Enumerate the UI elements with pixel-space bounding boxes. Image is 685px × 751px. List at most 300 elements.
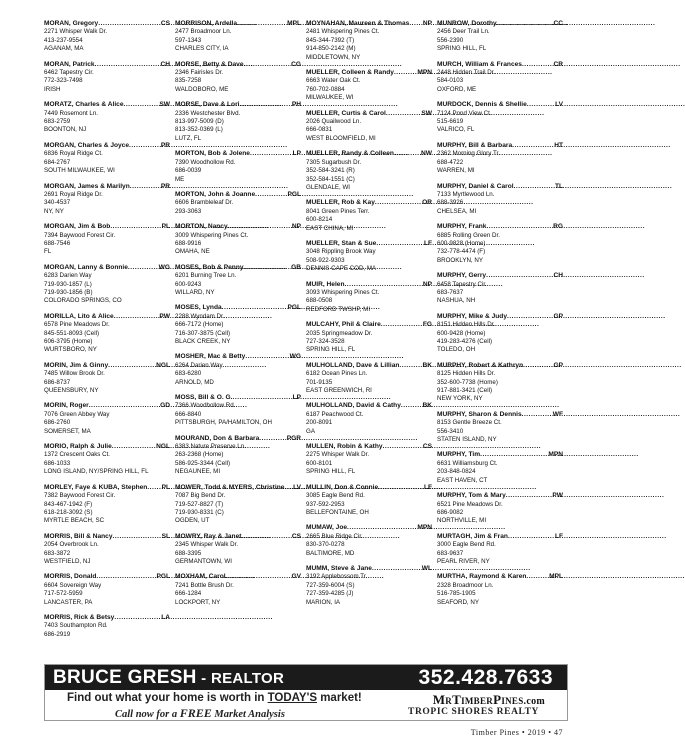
entry-name: MORSE, Dave & Lori xyxy=(175,101,240,109)
entry-name: MORRIS, Rick & Betsy xyxy=(44,613,115,621)
leader-dots xyxy=(130,183,160,191)
entry-detail-line: 732-778-4474 (F) xyxy=(437,248,486,256)
directory-entry xyxy=(44,573,170,607)
entry-detail-line: 684-2767 xyxy=(44,158,71,166)
entry-detail-line: 727-359-4285 (J) xyxy=(306,590,354,598)
leader-dots xyxy=(233,394,292,402)
entry-detail-line: 2691 Royal Ridge Dr. xyxy=(44,190,103,198)
entry-header xyxy=(437,492,563,500)
entry-name: MURPHY, Sharon & Dennis xyxy=(437,410,522,418)
entry-detail-line: 6631 Williamsburg Ct. xyxy=(437,459,498,467)
entry-header xyxy=(437,573,563,581)
page-footer: Timber Pines • 2019 • 47 xyxy=(470,728,563,737)
entry-detail-line: 716-307-3875 (Cell) xyxy=(175,329,231,337)
entry-detail-line: 688-3395 xyxy=(175,549,202,557)
entry-detail-line: DENNIS CAPE COD, MA xyxy=(306,265,377,273)
ad-name-text: BRUCE GRESH xyxy=(53,667,197,688)
entry-detail-line: SPRING HILL, FL xyxy=(306,468,356,476)
directory-entry xyxy=(44,402,170,436)
ad-brokerage: TROPIC SHORES REALTY xyxy=(408,707,539,717)
entry-detail-line: 760-702-0884 xyxy=(306,85,345,93)
entry-header xyxy=(306,20,432,28)
entry-name: MURPHY, Mike & Judy xyxy=(437,312,507,320)
entry-header xyxy=(437,411,563,419)
leader-dots xyxy=(226,573,291,581)
entry-area-code: LF xyxy=(554,532,563,540)
entry-name: MURTAGH, Jim & Fran xyxy=(437,532,508,540)
entry-name: MURPHY, Daniel & Carol xyxy=(437,182,514,190)
leader-dots xyxy=(486,272,552,280)
directory-entry xyxy=(175,20,301,54)
directory-entry xyxy=(437,101,563,135)
entry-detail-line: 7394 Baywood Forest Cir. xyxy=(44,231,116,239)
entry-detail-line: 727-324-3528 xyxy=(306,338,345,345)
leader-dots xyxy=(128,264,158,272)
entry-area-code: BK xyxy=(422,361,432,369)
entry-detail-line: 727-359-6004 (S) xyxy=(306,581,355,589)
entry-name: MORSE, Betty & Dave xyxy=(175,60,244,68)
entry-detail-line: 340-4537 xyxy=(44,199,71,207)
leader-dots xyxy=(240,101,291,109)
entry-name: MORLEY, Faye & KUBA, Stephen xyxy=(44,483,148,491)
entry-header xyxy=(44,313,170,321)
entry-area-code: MPL xyxy=(549,573,563,581)
directory-entry xyxy=(44,313,170,355)
leader-dots xyxy=(228,223,291,231)
entry-area-code: WG xyxy=(158,263,170,271)
leader-dots xyxy=(222,304,287,312)
entry-header xyxy=(306,524,432,532)
leader-dots xyxy=(381,321,422,329)
directory-entry xyxy=(437,223,563,265)
leader-dots xyxy=(244,61,291,69)
directory-entry xyxy=(175,101,301,143)
entry-detail-line: 2288 Wyndam Dr. xyxy=(175,312,225,320)
entry-detail-line: WILLARD, NY xyxy=(175,288,215,296)
directory-entry xyxy=(306,110,432,144)
entry-name: MORRIS, Donald xyxy=(44,573,97,581)
entry-detail-line: 600-9243 xyxy=(175,280,202,288)
entry-detail-line: 7241 Bottle Brush Dr. xyxy=(175,581,234,589)
directory-entry xyxy=(175,304,301,346)
directory-entry xyxy=(437,362,563,404)
entry-area-code: NW xyxy=(421,150,432,158)
entry-header xyxy=(437,61,563,69)
leader-dots xyxy=(527,101,554,109)
entry-detail-line: WALDOBORO, ME xyxy=(175,85,229,93)
leader-dots xyxy=(95,61,160,69)
ad-sub-free: FREE xyxy=(179,706,212,720)
entry-area-code: NP xyxy=(291,223,301,231)
entry-detail-line: 600-9828 (Home) xyxy=(437,239,486,247)
entry-detail-line: 830-370-0278 xyxy=(306,541,345,549)
entry-detail-line: 2026 Quailwood Ln. xyxy=(306,118,362,126)
entry-area-code: HT xyxy=(554,141,563,149)
entry-header xyxy=(44,101,170,109)
entry-header xyxy=(175,573,301,581)
entry-detail-line: 2328 Broadmoor Ln. xyxy=(437,581,494,589)
entry-area-code: PW xyxy=(159,312,170,320)
entry-area-code: SL xyxy=(161,532,170,540)
leader-dots xyxy=(344,281,421,289)
entry-detail-line: 6283 Darien Way xyxy=(44,272,92,280)
directory-entry xyxy=(437,411,563,445)
entry-detail-line: 6201 Burning Tree Ln. xyxy=(175,272,237,280)
entry-name: MUELLER, Colleen & Randy xyxy=(306,69,394,77)
leader-dots xyxy=(401,402,422,410)
entry-detail-line: 6182 Ocean Pines Ln. xyxy=(306,370,368,378)
entry-detail-line: EAST GREENWICH, RI xyxy=(306,387,372,395)
entry-detail-line: WEST BLOOMFIELD, MI xyxy=(306,134,376,142)
entry-detail-line: FL xyxy=(44,248,52,256)
entry-header xyxy=(175,101,301,109)
entry-name: MOWRY, Ray & Janet xyxy=(175,532,242,540)
entry-detail-line: 515-6619 xyxy=(437,118,464,126)
entry-detail-line: 843-467-1942 (F) xyxy=(44,500,93,508)
entry-detail-line: TOLEDO, OH xyxy=(437,346,476,354)
entry-detail-line: 352-584-3241 (R) xyxy=(306,167,355,175)
entry-detail-line: 6264 Darien Way xyxy=(175,361,223,369)
entry-detail-line: GA xyxy=(306,427,315,435)
entry-area-code: CH xyxy=(160,60,170,68)
entry-header xyxy=(175,61,301,69)
entry-detail-line: 3093 Whispering Pines Ct. xyxy=(306,288,380,296)
entry-detail-line: OMAHA, NE xyxy=(175,248,210,256)
entry-area-code: LP xyxy=(292,150,301,158)
entry-header xyxy=(306,402,432,410)
entry-name: MORGAN, Charles & Joyce xyxy=(44,141,130,149)
entry-name: MUELLER, Curtis & Carol xyxy=(306,109,386,117)
entry-detail-line: 8125 Hidden Hills Dr. xyxy=(437,370,496,378)
entry-detail-line: 2665 Blue Ridge Cir. xyxy=(306,532,363,540)
entry-detail-line: 772-323-7498 xyxy=(44,77,83,85)
entry-detail-line: 7390 Woodhollow Rd. xyxy=(175,158,236,166)
leader-dots xyxy=(508,533,554,541)
entry-header xyxy=(44,614,170,622)
entry-detail-line: 6462 Tapestry Cir. xyxy=(44,69,94,77)
leader-dots xyxy=(244,264,291,272)
entry-header xyxy=(437,183,563,191)
entry-detail-line: EAST CHINA, MI xyxy=(306,224,354,232)
entry-detail-line: 688-0508 xyxy=(306,297,333,305)
entry-detail-line: 2035 Springmeadow Dr. xyxy=(306,329,373,337)
entry-detail-line: LANCASTER, PA xyxy=(44,598,93,606)
entry-area-code: CC xyxy=(553,20,563,27)
entry-name: MUMM, Steve & Jane xyxy=(306,564,372,572)
leader-dots xyxy=(129,142,160,150)
entry-detail-line: 2345 Whisper Walk Dr. xyxy=(175,541,239,549)
directory-entry xyxy=(437,272,563,306)
directory-entry xyxy=(437,183,563,217)
entry-detail-line: 688-9916 xyxy=(175,239,202,247)
leader-dots xyxy=(124,101,159,109)
leader-dots xyxy=(372,565,421,573)
entry-detail-line: 686-1033 xyxy=(44,459,71,467)
entry-detail-line: OGDEN, UT xyxy=(175,517,210,525)
entry-detail-line: 688-4722 xyxy=(437,158,464,166)
directory-entry xyxy=(44,20,170,54)
entry-area-code: NGL xyxy=(156,443,170,451)
entry-detail-line: 2346 Fairisles Dr. xyxy=(175,69,224,77)
entry-name: MORILLA, Lito & Alice xyxy=(44,312,114,320)
entry-area-code: GB xyxy=(291,263,301,271)
entry-detail-line: BOONTON, NJ xyxy=(44,126,87,134)
entry-detail-line: 584-0103 xyxy=(437,77,464,85)
entry-detail-line: 3192 Applebossom Tr. xyxy=(306,573,368,581)
entry-name: MURPHY, Bill & Barbara xyxy=(437,141,513,149)
entry-detail-line: 419-283-4276 (Cell) xyxy=(437,338,493,345)
entry-detail-line: 7133 Myrtlewood Ln. xyxy=(437,190,495,198)
entry-detail-line: 3048 Rippling Brook Way xyxy=(306,248,376,256)
entry-detail-line: 6458 Tapestry Cir. xyxy=(437,280,487,288)
directory-entry xyxy=(306,402,432,436)
entry-detail-line: 683-7637 xyxy=(437,288,464,296)
entry-header xyxy=(306,484,432,492)
entry-area-code: PW xyxy=(552,492,563,500)
directory-entry xyxy=(44,183,170,217)
entry-name: MOSHER, Mac & Betty xyxy=(175,353,246,361)
leader-dots xyxy=(347,524,416,532)
entry-detail-line: 597-1343 xyxy=(175,36,202,44)
entry-header xyxy=(44,142,170,150)
entry-detail-line: ARNOLD, MD xyxy=(175,378,214,386)
entry-detail-line: 1372 Crescent Oaks Ct. xyxy=(44,451,111,459)
directory-column-2 xyxy=(175,20,301,657)
directory-entry xyxy=(437,492,563,526)
entry-detail-line: 263-2368 (Home) xyxy=(175,451,224,459)
entry-detail-line: 666-8840 xyxy=(175,410,202,418)
entry-header xyxy=(44,533,170,541)
leader-dots xyxy=(108,362,155,370)
entry-detail-line: 600-9428 (Home) xyxy=(437,329,486,337)
entry-header xyxy=(175,394,301,402)
ad-site-tld: .com xyxy=(523,696,545,707)
entry-detail-line: 686-9082 xyxy=(437,508,464,516)
ad-tagline xyxy=(67,692,362,704)
entry-detail-line: COLORADO SPRINGS, CO xyxy=(44,297,122,305)
ad-tagline-post: market! xyxy=(317,692,362,704)
entry-area-code: NGL xyxy=(156,361,170,369)
entry-detail-line: LUTZ, FL xyxy=(175,134,202,142)
directory-entry xyxy=(437,142,563,176)
leader-dots xyxy=(523,362,552,370)
entry-header xyxy=(306,110,432,118)
entry-name: MORTON, Bob & Jolene xyxy=(175,150,250,158)
entry-header xyxy=(175,223,301,231)
entry-header xyxy=(306,362,432,370)
leader-dots xyxy=(497,20,553,28)
entry-detail-line: IRISH xyxy=(44,85,61,93)
entry-header xyxy=(437,20,563,28)
directory-column-1 xyxy=(44,20,170,657)
entry-name: MUELLER, Stan & Sue xyxy=(306,239,377,247)
entry-detail-line: WESTFIELD, NJ xyxy=(44,557,91,565)
directory-entry xyxy=(44,443,170,477)
entry-area-code: NP xyxy=(422,20,432,27)
directory-entry xyxy=(437,573,563,607)
directory-entry xyxy=(175,191,301,216)
directory-entry xyxy=(175,435,301,477)
entry-detail-line: 2336 Westchester Blvd. xyxy=(175,109,241,117)
directory-entry xyxy=(306,321,432,355)
leader-dots xyxy=(114,313,159,321)
entry-area-code: CG xyxy=(291,60,301,68)
entry-name: MUMAW, Joe xyxy=(306,524,348,532)
entry-area-code: LF xyxy=(423,483,432,491)
entry-area-code: CS xyxy=(422,443,432,451)
entry-detail-line: 7124 Pond View Ct. xyxy=(437,109,492,117)
entry-detail-line: SPRING HILL, FL xyxy=(306,346,356,354)
directory-entry xyxy=(44,484,170,526)
leader-dots xyxy=(386,110,421,118)
directory-entry xyxy=(175,573,301,607)
directory-column-3 xyxy=(306,20,432,657)
entry-header xyxy=(44,402,170,410)
realtor-advertisement xyxy=(44,664,568,721)
entry-area-code: FG xyxy=(422,321,432,329)
entry-detail-line: 7403 Southampton Rd. xyxy=(44,622,108,630)
entry-detail-line: 352-600-7738 (Home) xyxy=(437,378,498,386)
entry-area-code: PGR xyxy=(286,434,301,442)
entry-header xyxy=(306,281,432,289)
entry-detail-line: 2448 Hidden Trail Dr. xyxy=(437,69,496,77)
entry-name: MUELLER, Randy & Colleen xyxy=(306,150,394,158)
directory-entry xyxy=(306,150,432,192)
ad-realtor-name xyxy=(53,667,284,689)
entry-header xyxy=(44,223,170,231)
directory-entry xyxy=(175,484,301,526)
entry-header xyxy=(44,264,170,272)
directory-columns xyxy=(44,20,564,657)
entry-name: MOSES, Bob & Penny xyxy=(175,263,244,271)
entry-detail-line: VALRICO, FL xyxy=(437,126,475,134)
entry-detail-line: 2275 Whisper Walk Dr. xyxy=(306,451,370,459)
entry-name: MURPHY, Robert & Kathryn xyxy=(437,361,524,369)
leader-dots xyxy=(89,402,159,410)
directory-entry xyxy=(44,264,170,306)
entry-detail-line: 6521 Pine Meadows Dr. xyxy=(437,500,503,508)
entry-name: MOWER, Todd & MYERS, Christine xyxy=(175,483,285,491)
directory-entry xyxy=(175,264,301,298)
leader-dots xyxy=(114,614,160,622)
entry-detail-line: 813-352-0369 (L) xyxy=(175,126,223,134)
entry-detail-line: 914-850-2142 (M) xyxy=(306,45,356,53)
entry-detail-line: NORTHVILLE, MI xyxy=(437,517,487,525)
entry-detail-line: 666-0831 xyxy=(306,126,333,134)
leader-dots xyxy=(394,69,416,77)
entry-area-code: PR xyxy=(160,182,170,190)
entry-detail-line: 6836 Royal Ridge Ct. xyxy=(44,150,103,158)
entry-detail-line: 600-8101 xyxy=(306,459,333,467)
entry-detail-line: 686-8737 xyxy=(44,378,71,386)
entry-detail-line: WURTSBORO, NY xyxy=(44,346,97,354)
entry-detail-line: 2456 Deer Trail Ln. xyxy=(437,28,490,36)
entry-name: MUNROW, Dorothy xyxy=(437,20,497,27)
entry-header xyxy=(437,223,563,231)
directory-entry xyxy=(306,443,432,477)
entry-header xyxy=(175,435,301,443)
entry-detail-line: 7076 Green Abbey Way xyxy=(44,410,110,418)
entry-detail-line: 8041 Green Pines Terr. xyxy=(306,207,370,215)
entry-header xyxy=(437,313,563,321)
entry-detail-line: 2481 Whispering Pines Ct. xyxy=(306,28,380,36)
entry-name: MOYNAHAN, Maureen & Thomas xyxy=(306,20,410,27)
entry-name: MORTON, Nancy xyxy=(175,223,228,231)
entry-detail-line: STATEN ISLAND, NY xyxy=(437,436,497,444)
entry-detail-line: LOCKPORT, NY xyxy=(175,598,221,606)
entry-area-code: CS xyxy=(291,532,301,540)
leader-dots xyxy=(394,150,420,158)
entry-detail-line: PITTSBURGH, PA/HAMILTON, OH xyxy=(175,419,272,427)
leader-dots xyxy=(507,313,552,321)
entry-name: MORGAN, James & Marilyn xyxy=(44,182,130,190)
entry-detail-line: 7366 Woodhollow Rd. xyxy=(175,402,236,410)
entry-detail-line: 6604 Sovereign Way xyxy=(44,581,102,589)
entry-name: MORAN, Patrick xyxy=(44,60,95,68)
directory-entry xyxy=(175,353,301,387)
entry-detail-line: 3009 Whispering Pines Ct. xyxy=(175,231,249,239)
ad-website[interactable] xyxy=(433,692,545,708)
leader-dots xyxy=(506,492,552,500)
entry-detail-line: 6187 Peachwood Ct. xyxy=(306,410,364,418)
leader-dots xyxy=(98,20,160,28)
entry-detail-line: 813-997-5009 (D) xyxy=(175,118,224,126)
directory-entry xyxy=(306,281,432,315)
entry-header xyxy=(306,69,432,77)
entry-name: MORAN, Gregory xyxy=(44,20,99,27)
directory-entry xyxy=(306,362,432,396)
entry-area-code: MPL xyxy=(287,20,301,27)
directory-entry xyxy=(306,20,432,62)
leader-dots xyxy=(284,484,292,492)
directory-entry xyxy=(175,150,301,184)
entry-detail-line: 600-8214 xyxy=(306,216,333,224)
directory-entry xyxy=(44,533,170,567)
entry-detail-line: 845-551-8093 (Cell) xyxy=(44,329,100,337)
entry-detail-line: EAST HAVEN, CT xyxy=(437,476,488,484)
leader-dots xyxy=(259,435,285,443)
entry-header xyxy=(437,451,563,459)
entry-detail-line: 8153 Gentle Breeze Ct. xyxy=(437,419,502,427)
entry-detail-line: 686-2919 xyxy=(44,630,71,638)
entry-area-code: WL xyxy=(421,564,432,572)
entry-detail-line: 719-527-8827 (T) xyxy=(175,500,224,508)
leader-dots xyxy=(383,443,422,451)
entry-header xyxy=(44,61,170,69)
directory-entry xyxy=(44,101,170,135)
entry-area-code: PGL xyxy=(287,304,301,312)
entry-detail-line: MYRTLE BEACH, SC xyxy=(44,517,105,525)
entry-detail-line: 719-930-8331 (C) xyxy=(175,508,224,516)
entry-area-code: LV xyxy=(555,101,563,109)
entry-header xyxy=(306,321,432,329)
entry-area-code: LA xyxy=(161,613,170,621)
directory-entry xyxy=(437,313,563,355)
entry-name: MORGAN, Lanny & Bonnie xyxy=(44,263,128,271)
directory-entry xyxy=(437,20,563,54)
leader-dots xyxy=(376,240,423,248)
entry-detail-line: 717-572-5959 xyxy=(44,590,83,598)
entry-detail-line: 6885 Rolling Green Dr. xyxy=(437,231,500,239)
leader-dots xyxy=(399,362,421,370)
entry-name: MOXHAM, Carol xyxy=(175,573,226,581)
entry-name: MORTON, John & Joanne xyxy=(175,190,256,198)
leader-dots xyxy=(113,533,161,541)
entry-area-code: LF xyxy=(423,239,432,247)
entry-area-code: GP xyxy=(553,361,563,369)
entry-detail-line: ME xyxy=(175,175,185,183)
entry-detail-line: 835-7258 xyxy=(175,77,202,85)
